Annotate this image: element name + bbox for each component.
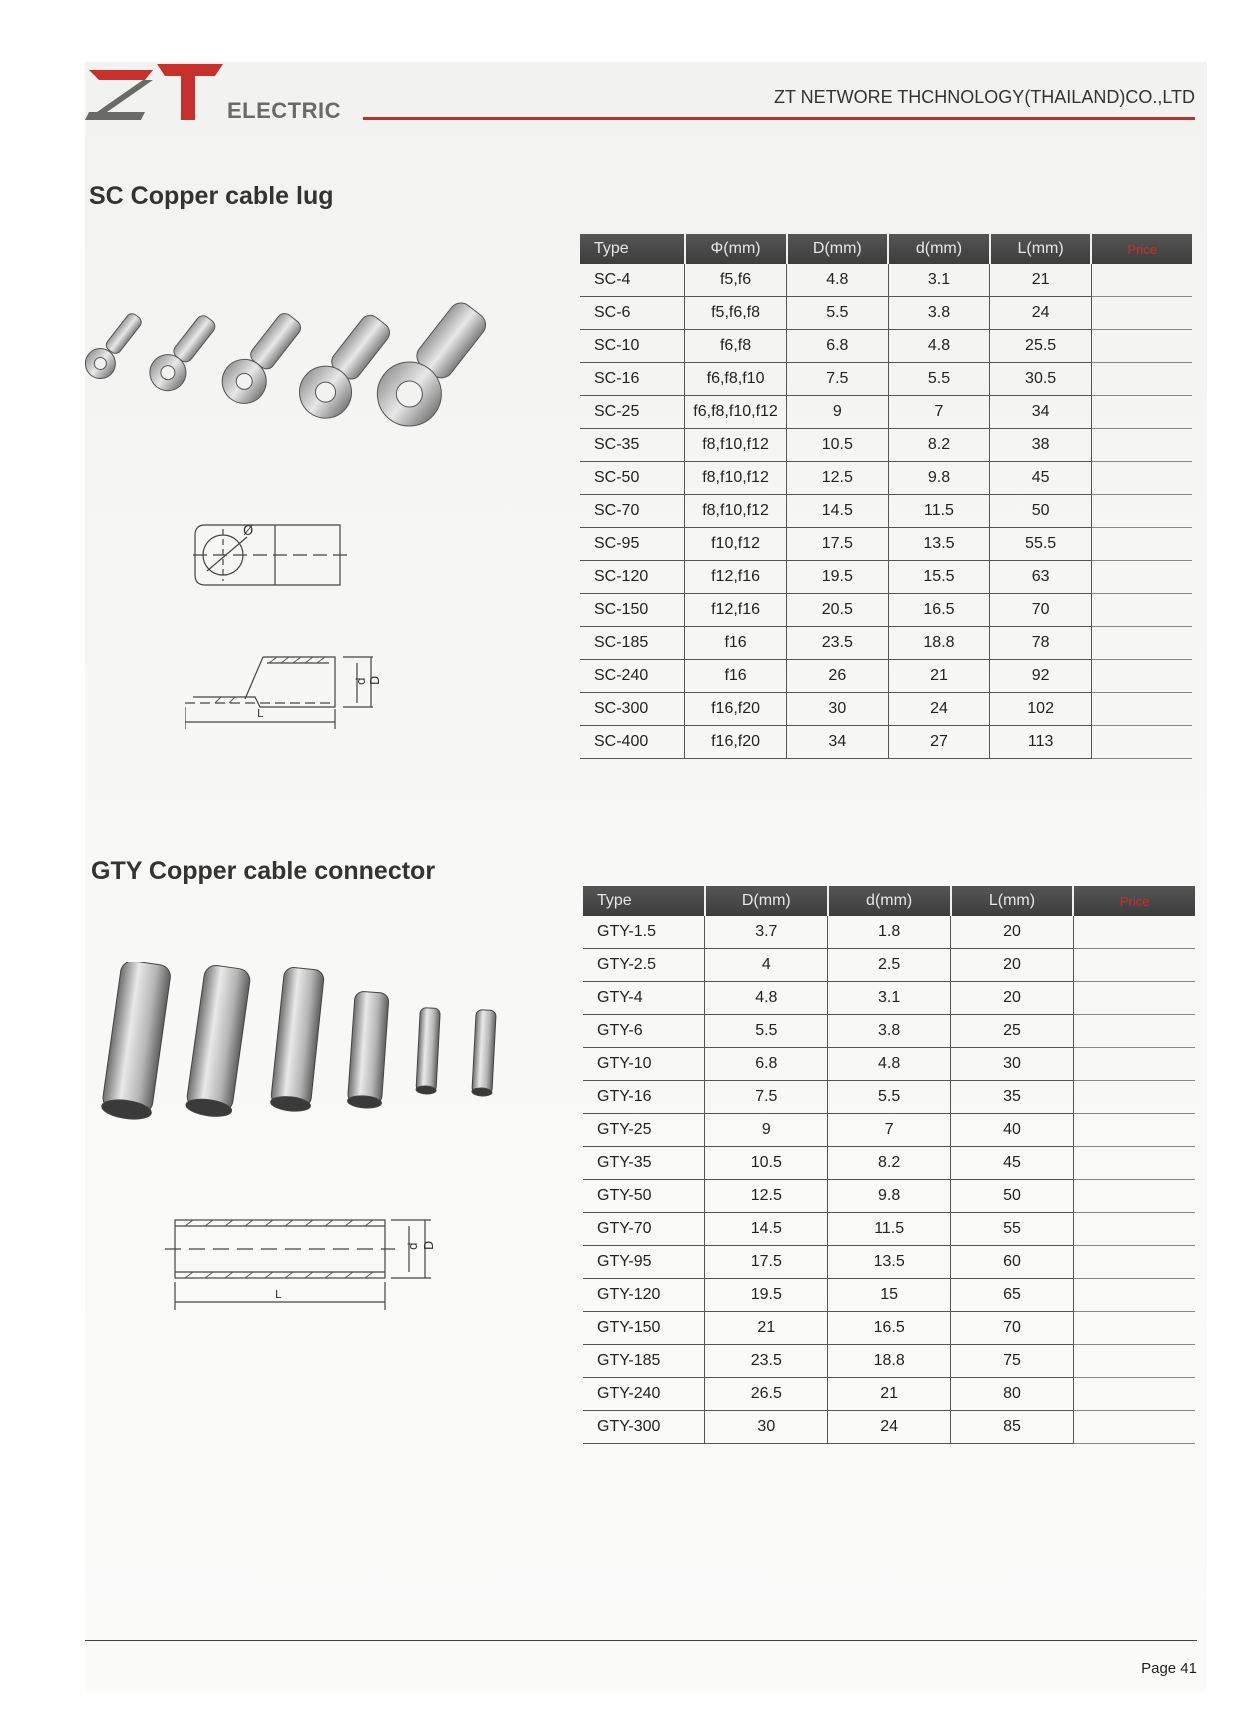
col-L: L(mm) <box>990 234 1092 264</box>
value-cell: 23.5 <box>705 1345 828 1378</box>
price-cell <box>1091 396 1192 429</box>
type-cell: SC-150 <box>580 594 685 627</box>
price-cell <box>1091 363 1192 396</box>
value-cell: 24 <box>888 693 990 726</box>
type-cell: SC-25 <box>580 396 685 429</box>
price-cell <box>1073 982 1195 1015</box>
type-cell: GTY-185 <box>583 1345 705 1378</box>
value-cell: 3.8 <box>888 297 990 330</box>
table-row <box>583 1312 1195 1345</box>
price-cell <box>1091 693 1192 726</box>
table-row <box>580 297 1192 330</box>
sc-lug-photo <box>85 302 555 552</box>
value-cell: 19.5 <box>787 561 889 594</box>
col-price: Price <box>1073 886 1195 916</box>
type-cell: SC-50 <box>580 462 685 495</box>
value-cell: 26 <box>787 660 889 693</box>
price-cell <box>1073 1279 1195 1312</box>
type-cell: GTY-300 <box>583 1411 705 1444</box>
value-cell: 45 <box>990 462 1092 495</box>
value-cell: 5.5 <box>705 1015 828 1048</box>
type-cell: SC-400 <box>580 726 685 759</box>
value-cell: 9.8 <box>888 462 990 495</box>
value-cell: 21 <box>990 264 1092 297</box>
type-cell: GTY-25 <box>583 1114 705 1147</box>
table-row <box>580 396 1192 429</box>
value-cell: 113 <box>990 726 1092 759</box>
value-cell: f12,f16 <box>685 594 787 627</box>
type-cell: GTY-150 <box>583 1312 705 1345</box>
value-cell: 1.8 <box>828 916 951 949</box>
table-row <box>580 594 1192 627</box>
value-cell: 24 <box>828 1411 951 1444</box>
price-cell <box>1091 330 1192 363</box>
type-cell: SC-16 <box>580 363 685 396</box>
value-cell: 3.7 <box>705 916 828 949</box>
type-cell: GTY-50 <box>583 1180 705 1213</box>
value-cell: 7 <box>828 1114 951 1147</box>
value-cell: f16,f20 <box>685 693 787 726</box>
value-cell: 4.8 <box>705 982 828 1015</box>
price-cell <box>1091 594 1192 627</box>
value-cell: 13.5 <box>888 528 990 561</box>
gty-spec-table <box>583 886 1195 1444</box>
value-cell: 35 <box>951 1081 1074 1114</box>
price-cell <box>1073 1246 1195 1279</box>
gty-d-label: d <box>406 1242 420 1250</box>
value-cell: 5.5 <box>787 297 889 330</box>
value-cell: 5.5 <box>828 1081 951 1114</box>
value-cell: f8,f10,f12 <box>685 429 787 462</box>
value-cell: 3.1 <box>888 264 990 297</box>
value-cell: 11.5 <box>888 495 990 528</box>
table-row <box>580 660 1192 693</box>
value-cell: 5.5 <box>888 363 990 396</box>
value-cell: 55 <box>951 1213 1074 1246</box>
price-cell <box>1091 528 1192 561</box>
value-cell: 9.8 <box>828 1180 951 1213</box>
gty-D-label: D <box>422 1240 436 1250</box>
table-row <box>580 330 1192 363</box>
type-cell: GTY-35 <box>583 1147 705 1180</box>
value-cell: 26.5 <box>705 1378 828 1411</box>
price-cell <box>1073 916 1195 949</box>
value-cell: f6,f8,f10,f12 <box>685 396 787 429</box>
value-cell: 14.5 <box>705 1213 828 1246</box>
value-cell: 3.1 <box>828 982 951 1015</box>
value-cell: 27 <box>888 726 990 759</box>
value-cell: 4.8 <box>888 330 990 363</box>
value-cell: 16.5 <box>888 594 990 627</box>
value-cell: 12.5 <box>787 462 889 495</box>
value-cell: f5,f6 <box>685 264 787 297</box>
gty-table-header <box>583 886 1195 916</box>
sc-section-title: SC Copper cable lug <box>89 182 334 210</box>
table-row <box>580 726 1192 759</box>
table-row <box>583 1114 1195 1147</box>
value-cell: 45 <box>951 1147 1074 1180</box>
col-d: d(mm) <box>828 886 951 916</box>
table-row <box>583 982 1195 1015</box>
value-cell: 40 <box>951 1114 1074 1147</box>
value-cell: f16,f20 <box>685 726 787 759</box>
value-cell: 92 <box>990 660 1092 693</box>
type-cell: SC-4 <box>580 264 685 297</box>
price-cell <box>1073 1081 1195 1114</box>
type-cell: SC-95 <box>580 528 685 561</box>
value-cell: 23.5 <box>787 627 889 660</box>
sc-spec-table <box>580 234 1192 759</box>
sc-table-header <box>580 234 1192 264</box>
value-cell: f12,f16 <box>685 561 787 594</box>
value-cell: 34 <box>990 396 1092 429</box>
value-cell: 13.5 <box>828 1246 951 1279</box>
price-cell <box>1091 561 1192 594</box>
value-cell: 30 <box>705 1411 828 1444</box>
value-cell: 85 <box>951 1411 1074 1444</box>
page-number: Page 41 <box>1141 1660 1197 1677</box>
gty-L-label: L <box>275 1288 282 1301</box>
value-cell: 21 <box>888 660 990 693</box>
sc-lug-diagram <box>185 517 425 757</box>
price-cell <box>1091 627 1192 660</box>
value-cell: 70 <box>990 594 1092 627</box>
value-cell: 34 <box>787 726 889 759</box>
table-row <box>583 949 1195 982</box>
table-row <box>580 693 1192 726</box>
price-cell <box>1073 1213 1195 1246</box>
table-row <box>583 1180 1195 1213</box>
value-cell: 8.2 <box>888 429 990 462</box>
header-rule <box>363 117 1195 120</box>
table-row <box>583 1378 1195 1411</box>
table-row <box>580 528 1192 561</box>
value-cell: 11.5 <box>828 1213 951 1246</box>
value-cell: 50 <box>990 495 1092 528</box>
value-cell: 25.5 <box>990 330 1092 363</box>
value-cell: f10,f12 <box>685 528 787 561</box>
table-row <box>580 561 1192 594</box>
value-cell: 16.5 <box>828 1312 951 1345</box>
price-cell <box>1073 1345 1195 1378</box>
type-cell: GTY-10 <box>583 1048 705 1081</box>
value-cell: 4.8 <box>787 264 889 297</box>
table-row <box>583 1048 1195 1081</box>
type-cell: GTY-95 <box>583 1246 705 1279</box>
type-cell: SC-6 <box>580 297 685 330</box>
value-cell: 10.5 <box>705 1147 828 1180</box>
col-D: D(mm) <box>705 886 828 916</box>
value-cell: 80 <box>951 1378 1074 1411</box>
type-cell: GTY-120 <box>583 1279 705 1312</box>
value-cell: f5,f6,f8 <box>685 297 787 330</box>
D-label: D <box>368 675 382 685</box>
value-cell: 78 <box>990 627 1092 660</box>
price-cell <box>1091 429 1192 462</box>
value-cell: 20 <box>951 949 1074 982</box>
value-cell: 65 <box>951 1279 1074 1312</box>
price-cell <box>1073 1048 1195 1081</box>
table-row <box>583 1015 1195 1048</box>
price-cell <box>1091 462 1192 495</box>
type-cell: GTY-2.5 <box>583 949 705 982</box>
value-cell: 102 <box>990 693 1092 726</box>
value-cell: 4 <box>705 949 828 982</box>
col-type: Type <box>580 234 685 264</box>
table-row <box>583 1081 1195 1114</box>
price-cell <box>1073 1312 1195 1345</box>
value-cell: 17.5 <box>787 528 889 561</box>
value-cell: 30.5 <box>990 363 1092 396</box>
table-row <box>583 1345 1195 1378</box>
price-cell <box>1091 297 1192 330</box>
value-cell: 20 <box>951 982 1074 1015</box>
value-cell: 21 <box>705 1312 828 1345</box>
value-cell: 55.5 <box>990 528 1092 561</box>
table-row <box>583 1279 1195 1312</box>
table-row <box>583 1246 1195 1279</box>
value-cell: 9 <box>705 1114 828 1147</box>
gty-connector-diagram <box>165 1212 455 1322</box>
type-cell: SC-70 <box>580 495 685 528</box>
type-cell: SC-240 <box>580 660 685 693</box>
value-cell: 24 <box>990 297 1092 330</box>
table-row <box>583 1213 1195 1246</box>
value-cell: 9 <box>787 396 889 429</box>
d-label: d <box>354 677 368 685</box>
catalog-page <box>85 62 1207 1692</box>
type-cell: SC-35 <box>580 429 685 462</box>
price-cell <box>1073 1378 1195 1411</box>
col-d: d(mm) <box>888 234 990 264</box>
value-cell: f16 <box>685 627 787 660</box>
value-cell: 75 <box>951 1345 1074 1378</box>
value-cell: 2.5 <box>828 949 951 982</box>
value-cell: 3.8 <box>828 1015 951 1048</box>
value-cell: 7 <box>888 396 990 429</box>
value-cell: 15.5 <box>888 561 990 594</box>
table-row <box>580 429 1192 462</box>
table-row <box>580 495 1192 528</box>
footer-rule <box>85 1640 1197 1641</box>
col-D: D(mm) <box>787 234 889 264</box>
table-row <box>580 363 1192 396</box>
price-cell <box>1091 264 1192 297</box>
value-cell: 12.5 <box>705 1180 828 1213</box>
table-row <box>580 627 1192 660</box>
table-row <box>580 462 1192 495</box>
value-cell: f6,f8,f10 <box>685 363 787 396</box>
value-cell: 25 <box>951 1015 1074 1048</box>
value-cell: 6.8 <box>705 1048 828 1081</box>
type-cell: GTY-240 <box>583 1378 705 1411</box>
type-cell: SC-10 <box>580 330 685 363</box>
value-cell: 19.5 <box>705 1279 828 1312</box>
type-cell: GTY-1.5 <box>583 916 705 949</box>
price-cell <box>1073 949 1195 982</box>
value-cell: 7.5 <box>787 363 889 396</box>
price-cell <box>1073 1411 1195 1444</box>
table-row <box>583 1147 1195 1180</box>
zt-logo-mark <box>85 62 235 128</box>
value-cell: 18.8 <box>888 627 990 660</box>
value-cell: 20 <box>951 916 1074 949</box>
table-row <box>583 1411 1195 1444</box>
value-cell: 10.5 <box>787 429 889 462</box>
type-cell: GTY-4 <box>583 982 705 1015</box>
price-cell <box>1073 1015 1195 1048</box>
value-cell: 38 <box>990 429 1092 462</box>
price-cell <box>1091 726 1192 759</box>
value-cell: 15 <box>828 1279 951 1312</box>
phi-label: Ø <box>243 524 254 539</box>
type-cell: GTY-16 <box>583 1081 705 1114</box>
logo-text: ELECTRIC <box>227 98 341 123</box>
col-type: Type <box>583 886 705 916</box>
price-cell <box>1073 1147 1195 1180</box>
type-cell: GTY-70 <box>583 1213 705 1246</box>
L-label: L <box>257 707 264 720</box>
value-cell: 20.5 <box>787 594 889 627</box>
type-cell: GTY-6 <box>583 1015 705 1048</box>
value-cell: f8,f10,f12 <box>685 495 787 528</box>
value-cell: 50 <box>951 1180 1074 1213</box>
col-price: Price <box>1091 234 1192 264</box>
value-cell: 60 <box>951 1246 1074 1279</box>
value-cell: 6.8 <box>787 330 889 363</box>
value-cell: 30 <box>951 1048 1074 1081</box>
company-name: ZT NETWORE THCHNOLOGY(THAILAND)CO.,LTD <box>773 87 1195 107</box>
value-cell: 14.5 <box>787 495 889 528</box>
zt-logo <box>85 62 375 128</box>
value-cell: f16 <box>685 660 787 693</box>
value-cell: 4.8 <box>828 1048 951 1081</box>
price-cell <box>1073 1180 1195 1213</box>
type-cell: SC-120 <box>580 561 685 594</box>
price-cell <box>1091 495 1192 528</box>
price-cell <box>1073 1114 1195 1147</box>
col-L: L(mm) <box>951 886 1074 916</box>
type-cell: SC-300 <box>580 693 685 726</box>
price-cell <box>1091 660 1192 693</box>
table-row <box>580 264 1192 297</box>
type-cell: SC-185 <box>580 627 685 660</box>
value-cell: 63 <box>990 561 1092 594</box>
table-row <box>583 916 1195 949</box>
col-phi: Φ(mm) <box>685 234 787 264</box>
value-cell: 70 <box>951 1312 1074 1345</box>
gty-connector-photo <box>95 962 545 1142</box>
value-cell: f8,f10,f12 <box>685 462 787 495</box>
value-cell: 8.2 <box>828 1147 951 1180</box>
value-cell: 30 <box>787 693 889 726</box>
value-cell: 7.5 <box>705 1081 828 1114</box>
value-cell: 21 <box>828 1378 951 1411</box>
value-cell: 17.5 <box>705 1246 828 1279</box>
gty-section-title: GTY Copper cable connector <box>91 857 436 885</box>
value-cell: f6,f8 <box>685 330 787 363</box>
value-cell: 18.8 <box>828 1345 951 1378</box>
